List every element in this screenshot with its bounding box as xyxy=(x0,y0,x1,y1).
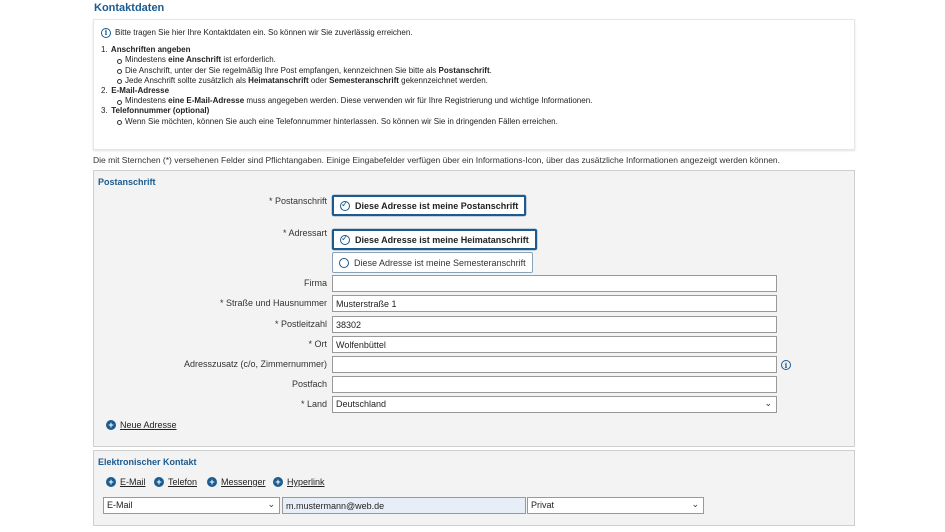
chevron-down-icon: ⌄ xyxy=(764,398,772,408)
zusatz-label: Adresszusatz (c/o, Zimmernummer) xyxy=(183,359,327,369)
heimatanschrift-option-label: Diese Adresse ist meine Heimatanschrift xyxy=(355,234,529,245)
info-section xyxy=(101,86,846,106)
info-section-title: Telefonnummer (optional) xyxy=(109,106,210,116)
info-list-item: Mindestens eine Anschrift ist erforderlich. xyxy=(116,55,846,65)
heimatanschrift-radio[interactable] xyxy=(332,229,537,250)
postfach-input[interactable] xyxy=(332,376,777,393)
info-intro xyxy=(101,28,846,38)
strasse-input[interactable] xyxy=(332,295,777,312)
add-messenger-label: Messenger xyxy=(221,477,266,487)
land-label: * Land xyxy=(300,399,327,409)
postanschrift-checkbox[interactable] xyxy=(332,195,526,216)
plus-icon: + xyxy=(106,420,116,430)
info-section xyxy=(101,45,846,86)
firma-label: Firma xyxy=(304,278,327,288)
add-email-link[interactable] xyxy=(106,477,146,487)
info-list-item: Mindestens eine E-Mail-Adresse muss angegeben werden. Diese verwenden wir für Ihre Registrierung und wichtige Informationen. xyxy=(116,96,846,106)
add-phone-link[interactable] xyxy=(154,477,197,487)
plz-label: * Postleitzahl xyxy=(274,319,327,329)
info-section-title: E-Mail-Adresse xyxy=(109,86,170,96)
electronic-panel-title: Elektronischer Kontakt xyxy=(98,457,197,467)
add-hyperlink-link[interactable] xyxy=(273,477,325,487)
info-section-number: 2. xyxy=(101,86,108,96)
land-select[interactable] xyxy=(332,396,777,413)
page-title: Kontaktdaten xyxy=(94,2,165,14)
ort-label: * Ort xyxy=(308,339,327,349)
info-section-number: 1. xyxy=(101,45,108,55)
info-icon: i xyxy=(101,28,111,38)
add-phone-label: Telefon xyxy=(168,477,198,487)
semesteranschrift-radio[interactable] xyxy=(332,252,533,273)
check-icon xyxy=(340,235,350,245)
contact-usage-value: Privat xyxy=(531,500,555,510)
chevron-down-icon: ⌄ xyxy=(267,499,275,509)
chevron-down-icon: ⌄ xyxy=(691,499,699,509)
postal-panel xyxy=(93,170,855,447)
new-address-label: Neue Adresse xyxy=(120,420,177,430)
zusatz-info-icon[interactable]: i xyxy=(781,360,791,370)
postanschrift-option-label: Diese Adresse ist meine Postanschrift xyxy=(355,200,519,211)
contact-type-value: E-Mail xyxy=(107,500,133,510)
firma-input[interactable] xyxy=(332,275,777,292)
new-address-link[interactable] xyxy=(106,420,177,430)
semesteranschrift-option-label: Diese Adresse ist meine Semesteranschrift xyxy=(354,257,526,268)
contact-usage-select[interactable] xyxy=(527,497,704,514)
land-select-value: Deutschland xyxy=(336,399,387,409)
postfach-label: Postfach xyxy=(291,379,327,389)
info-intro-text: Bitte tragen Sie hier Ihre Kontaktdaten ein. So können wir Sie zuverlässig erreichen. xyxy=(115,28,413,37)
check-icon xyxy=(340,201,350,211)
postal-panel-title: Postanschrift xyxy=(98,177,156,187)
plus-icon: + xyxy=(273,477,283,487)
info-list-item: Wenn Sie möchten, können Sie auch eine Telefonnummer hinterlassen. So können wir Sie in dringenden Fällen erreichen. xyxy=(116,117,846,127)
strasse-label: * Straße und Hausnummer xyxy=(219,298,327,308)
add-messenger-link[interactable] xyxy=(207,477,266,487)
info-section-number: 3. xyxy=(101,106,108,116)
info-section xyxy=(101,106,846,126)
info-box xyxy=(93,19,855,150)
add-hyperlink-label: Hyperlink xyxy=(287,477,325,487)
contact-type-select[interactable] xyxy=(103,497,280,514)
info-list-item: Die Anschrift, unter der Sie regelmäßig Ihre Post empfangen, kennzeichnen Sie bitte als Postanschrift. xyxy=(116,66,846,76)
info-sections xyxy=(101,45,846,127)
postanschrift-label: * Postanschrift xyxy=(268,196,327,206)
info-section-title: Anschriften angeben xyxy=(109,45,191,55)
contact-address-input[interactable] xyxy=(282,497,526,514)
radio-empty-icon xyxy=(339,258,349,268)
plz-input[interactable] xyxy=(332,316,777,333)
plus-icon: + xyxy=(106,477,116,487)
add-email-label: E-Mail xyxy=(120,477,146,487)
plus-icon: + xyxy=(154,477,164,487)
adressart-label: * Adressart xyxy=(282,228,327,238)
electronic-panel xyxy=(93,450,855,526)
required-note: Die mit Sternchen (*) versehenen Felder sind Pflichtangaben. Einige Eingabefelder verfügen über ein Informations-Icon, über das zusätzliche Informationen angezeigt werden können. xyxy=(93,155,781,165)
info-list-item: Jede Anschrift sollte zusätzlich als Heimatanschrift oder Semesteranschrift gekennzeichnet werden. xyxy=(116,76,846,86)
ort-input[interactable] xyxy=(332,336,777,353)
zusatz-input[interactable] xyxy=(332,356,777,373)
plus-icon: + xyxy=(207,477,217,487)
